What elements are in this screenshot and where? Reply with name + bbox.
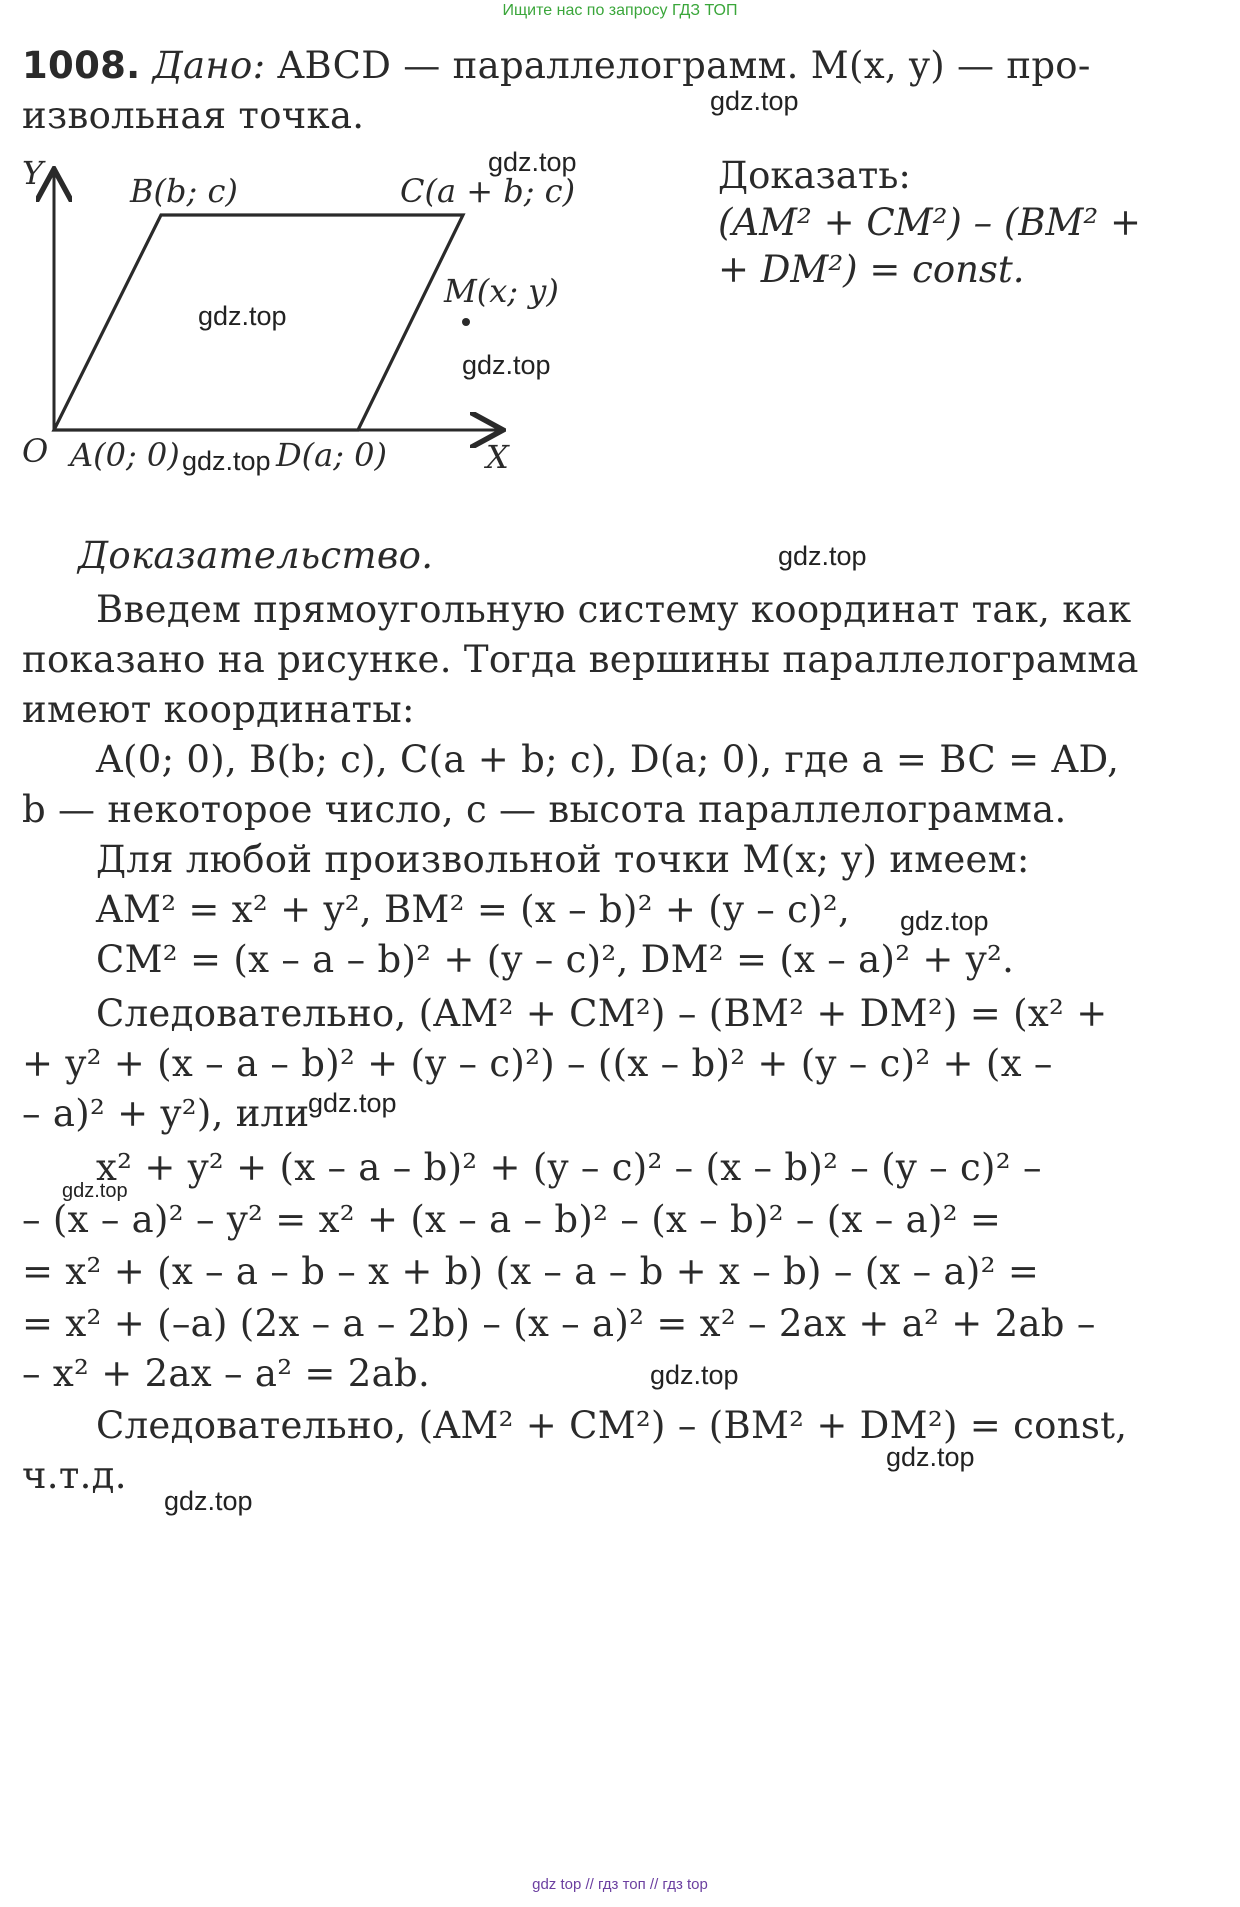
watermark: gdz.top bbox=[198, 301, 287, 331]
proof-line: ч.т.д. bbox=[22, 1454, 127, 1497]
parallelogram-figure bbox=[0, 140, 700, 480]
watermark: gdz.top bbox=[650, 1360, 739, 1390]
proof-line: – (x – a)² – y² = x² + (x – a – b)² – (x – b)² – (x – a)² = bbox=[22, 1198, 1002, 1241]
proof-line: Введем прямоугольную систему координат так, как bbox=[96, 588, 1132, 631]
given-line-1: ABCD — параллелограмм. M(x, y) — про- bbox=[277, 44, 1091, 87]
label-d: D(a; 0) bbox=[276, 436, 388, 474]
proof-line: показано на рисунке. Тогда вершины параллелограмма bbox=[22, 638, 1139, 681]
watermark: gdz.top bbox=[488, 147, 577, 177]
watermark: gdz.top bbox=[182, 446, 271, 476]
proof-title: Доказательство. bbox=[78, 534, 434, 577]
top-banner[interactable]: Ищите нас по запросу ГДЗ ТОП bbox=[502, 2, 738, 19]
proof-line: x² + y² + (x – a – b)² + (y – c)² – (x – b)² – (y – c)² – bbox=[96, 1146, 1042, 1189]
footer-links[interactable]: gdz top // гдз топ // гдз top bbox=[532, 1876, 708, 1893]
label-m: M(x; y) bbox=[444, 272, 559, 310]
proof-line: CM² = (x – a – b)² + (y – c)², DM² = (x – a)² + y². bbox=[96, 938, 1015, 981]
proof-line: A(0; 0), B(b; c), C(a + b; c), D(a; 0), где a = BC = AD, bbox=[96, 738, 1120, 781]
watermark: gdz.top bbox=[710, 86, 799, 116]
given-line-2: извольная точка. bbox=[22, 94, 365, 137]
proof-line: Для любой произвольной точки M(x; y) имеем: bbox=[96, 838, 1030, 881]
watermark: gdz.top bbox=[462, 350, 551, 380]
label-a: A(0; 0) bbox=[70, 436, 180, 474]
watermark: gdz.top bbox=[778, 541, 867, 571]
proof-line: имеют координаты: bbox=[22, 688, 415, 731]
origin-label: O bbox=[22, 432, 49, 470]
proof-line: b — некоторое число, c — высота параллелограмма. bbox=[22, 788, 1067, 831]
proof-line: Следовательно, (AM² + CM²) – (BM² + DM²) = (x² + bbox=[96, 992, 1108, 1035]
problem-header bbox=[22, 44, 1091, 87]
watermark: gdz.top bbox=[308, 1088, 397, 1118]
prove-line-2: + DM²) = const. bbox=[718, 248, 1025, 291]
watermark: gdz.top bbox=[164, 1486, 253, 1516]
label-b: B(b; c) bbox=[130, 172, 238, 210]
proof-line: – a)² + y²), или bbox=[22, 1092, 310, 1135]
watermark: gdz.top bbox=[886, 1442, 975, 1472]
prove-line-1: (AM² + CM²) – (BM² + bbox=[718, 201, 1141, 244]
axis-x-label: X bbox=[486, 438, 509, 476]
proof-line: = x² + (–a) (2x – a – 2b) – (x – a)² = x² – 2ax + a² + 2ab – bbox=[22, 1302, 1096, 1345]
axis-y-label: Y bbox=[22, 154, 44, 192]
proof-line: = x² + (x – a – b – x + b) (x – a – b + x – b) – (x – a)² = bbox=[22, 1250, 1040, 1293]
given-word: Дано: bbox=[152, 44, 266, 87]
watermark: gdz.top bbox=[62, 1180, 128, 1202]
proof-line: + y² + (x – a – b)² + (y – c)²) – ((x – b)² + (y – c)² + (x – bbox=[22, 1042, 1053, 1085]
proof-line: AM² = x² + y², BM² = (x – b)² + (y – c)², bbox=[96, 888, 851, 931]
problem-number: 1008. bbox=[22, 44, 141, 87]
label-c: C(a + b; c) bbox=[400, 172, 576, 210]
point-m bbox=[462, 318, 470, 326]
proof-line: – x² + 2ax – a² = 2ab. bbox=[22, 1352, 431, 1395]
prove-title: Доказать: bbox=[718, 154, 911, 197]
proof-line: Следовательно, (AM² + CM²) – (BM² + DM²) = const, bbox=[96, 1404, 1128, 1447]
watermark: gdz.top bbox=[900, 906, 989, 936]
